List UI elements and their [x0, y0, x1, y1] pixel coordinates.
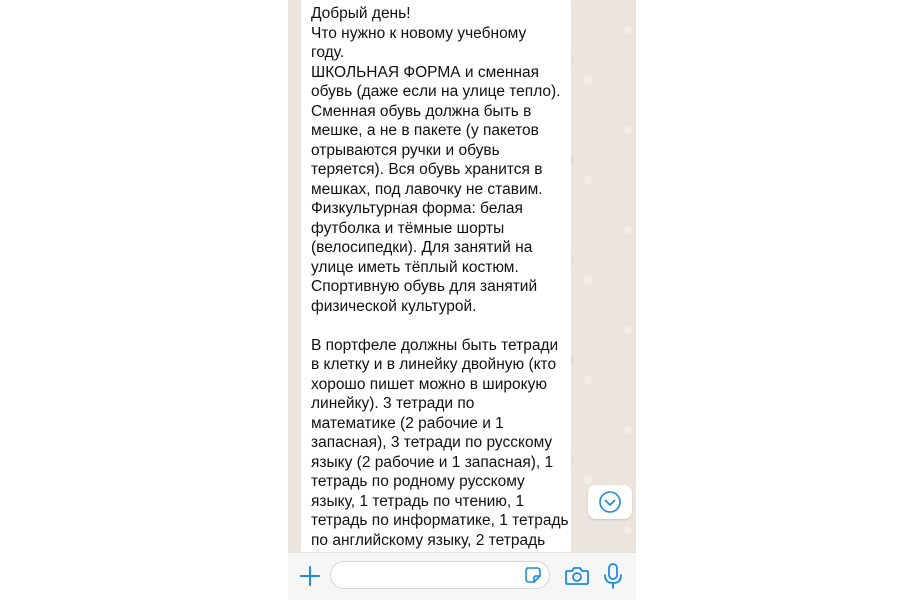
- message-line: ШКОЛЬНАЯ ФОРМА и сменная: [311, 63, 540, 81]
- microphone-icon[interactable]: [602, 562, 624, 590]
- message-line: языку (2 рабочие и 1 запасная), 1: [311, 453, 554, 471]
- message-line: Сменная обувь должна быть в: [311, 102, 532, 120]
- scroll-to-bottom-button[interactable]: [588, 485, 632, 519]
- message-line: футболка и тёмные шорты: [311, 219, 505, 237]
- message-line: Что нужно к новому учебному: [311, 24, 527, 42]
- sticker-icon[interactable]: [523, 565, 543, 585]
- message-line: языку, 1 тетрадь по чтению, 1: [311, 492, 525, 510]
- message-input[interactable]: [341, 562, 525, 588]
- message-line: теряется). Вся обувь хранится в: [311, 161, 543, 178]
- message-line: В портфеле должны быть тетради: [311, 336, 559, 354]
- message-text-field[interactable]: [330, 561, 550, 589]
- attach-button[interactable]: [296, 562, 324, 590]
- message-line: тетрадь по родному русскому: [311, 473, 525, 490]
- message-bubble[interactable]: [301, 0, 571, 592]
- message-line: году.: [311, 44, 345, 61]
- message-line: тетрадь по информатике, 1 тетрадь: [311, 512, 569, 529]
- message-line: Спортивную обувь для занятий: [311, 278, 538, 295]
- message-line: по английскому языку, 2 тетрадь: [311, 531, 546, 549]
- camera-icon[interactable]: [564, 564, 590, 588]
- message-line: мешках, под лавочку не ставим.: [311, 180, 543, 198]
- message-line: отрываются ручки и обувь: [311, 141, 500, 159]
- message-line: улице иметь тёплый костюм.: [311, 258, 519, 276]
- message-line: хорошо пишет можно в широкую: [311, 375, 547, 393]
- message-line: мешке, а не в пакете (у пакетов: [311, 122, 539, 139]
- message-line: Добрый день!: [311, 5, 411, 22]
- message-input-bar: [288, 552, 636, 600]
- message-line: физической культурой.: [311, 297, 477, 315]
- message-line: математике (2 рабочие и 1: [311, 414, 504, 432]
- message-line: (велосипедки). Для занятий на: [311, 239, 533, 256]
- chevron-down-icon: [598, 490, 622, 514]
- message-line: обувь (даже если на улице тепло).: [311, 83, 561, 100]
- message-line: Физкультурная форма: белая: [311, 200, 523, 217]
- plus-icon: [299, 565, 321, 587]
- message-line: запасная), 3 тетради по русскому: [311, 434, 553, 451]
- message-line: линейку). 3 тетради по: [311, 395, 475, 412]
- chat-screen: [288, 0, 636, 600]
- message-blank-line: [311, 316, 561, 336]
- message-line: в клетку и в линейку двойную (кто: [311, 356, 557, 373]
